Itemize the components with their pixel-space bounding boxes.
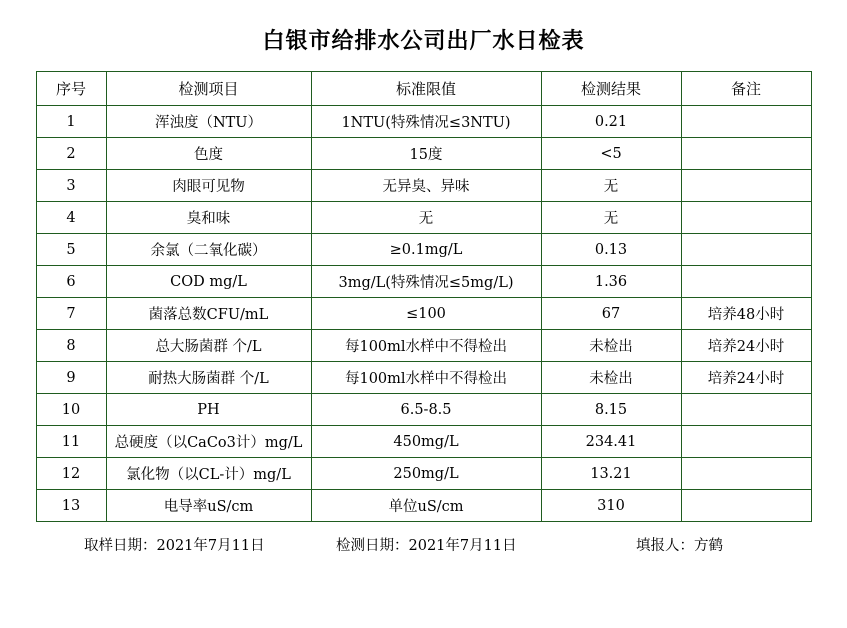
cell-limit: ≥0.1mg/L (311, 234, 541, 266)
cell-item: 色度 (106, 138, 311, 170)
cell-item: COD mg/L (106, 266, 311, 298)
column-header-result: 检测结果 (541, 72, 681, 106)
cell-result: 67 (541, 298, 681, 330)
cell-result: 未检出 (541, 362, 681, 394)
cell-item: 臭和味 (106, 202, 311, 234)
cell-no: 2 (36, 138, 106, 170)
cell-note: 培养24小时 (681, 330, 811, 362)
table-row (36, 234, 811, 266)
cell-limit: 15度 (311, 138, 541, 170)
cell-item: 耐热大肠菌群 个/L (106, 362, 311, 394)
cell-no: 1 (36, 106, 106, 138)
table-row (36, 362, 811, 394)
cell-note (681, 202, 811, 234)
cell-note (681, 266, 811, 298)
table-row (36, 330, 811, 362)
cell-no: 3 (36, 170, 106, 202)
testing-date: 检测日期：2021年7月11日 (336, 538, 517, 554)
column-header-item: 检测项目 (106, 72, 311, 106)
cell-no: 13 (36, 490, 106, 522)
cell-item: 浑浊度（NTU） (106, 106, 311, 138)
cell-result: 13.21 (541, 458, 681, 490)
cell-result: 0.21 (541, 106, 681, 138)
cell-result: 无 (541, 170, 681, 202)
cell-limit: ≤100 (311, 298, 541, 330)
cell-result: 0.13 (541, 234, 681, 266)
cell-limit: 6.5-8.5 (311, 394, 541, 426)
cell-item: 电导率uS/cm (106, 490, 311, 522)
cell-limit: 无异臭、异味 (311, 170, 541, 202)
table-row (36, 138, 811, 170)
table-row (36, 458, 811, 490)
cell-no: 6 (36, 266, 106, 298)
cell-no: 8 (36, 330, 106, 362)
cell-limit: 单位uS/cm (311, 490, 541, 522)
cell-note: 培养48小时 (681, 298, 811, 330)
column-header-note: 备注 (681, 72, 811, 106)
cell-item: 余氯（二氧化碳） (106, 234, 311, 266)
cell-note (681, 394, 811, 426)
table-row (36, 202, 811, 234)
table-row (36, 298, 811, 330)
table-row (36, 394, 811, 426)
cell-result: 234.41 (541, 426, 681, 458)
cell-no: 10 (36, 394, 106, 426)
cell-no: 7 (36, 298, 106, 330)
cell-item: 总硬度（以CaCo3计）mg/L (106, 426, 311, 458)
cell-limit: 每100ml水样中不得检出 (311, 362, 541, 394)
cell-item: 氯化物（以CL-计）mg/L (106, 458, 311, 490)
column-header-no: 序号 (36, 72, 106, 106)
cell-note: 培养24小时 (681, 362, 811, 394)
cell-limit: 250mg/L (311, 458, 541, 490)
table-row (36, 106, 811, 138)
water-quality-table (36, 71, 812, 522)
cell-limit: 无 (311, 202, 541, 234)
sampling-date: 取样日期：2021年7月11日 (84, 538, 265, 554)
table-row (36, 170, 811, 202)
cell-note (681, 138, 811, 170)
cell-item: PH (106, 394, 311, 426)
cell-note (681, 170, 811, 202)
column-header-limit: 标准限值 (311, 72, 541, 106)
cell-limit: 3mg/L(特殊情况≤5mg/L) (311, 266, 541, 298)
cell-item: 总大肠菌群 个/L (106, 330, 311, 362)
reporter: 填报人：方鹤 (636, 538, 723, 554)
cell-result: 无 (541, 202, 681, 234)
page-title: 白银市给排水公司出厂水日检表 (262, 28, 585, 54)
cell-item: 菌落总数CFU/mL (106, 298, 311, 330)
cell-note (681, 234, 811, 266)
cell-limit: 每100ml水样中不得检出 (311, 330, 541, 362)
table-header-row (36, 72, 811, 106)
table-row (36, 266, 811, 298)
cell-no: 11 (36, 426, 106, 458)
table-row (36, 426, 811, 458)
cell-no: 12 (36, 458, 106, 490)
table-row (36, 490, 811, 522)
cell-item: 肉眼可见物 (106, 170, 311, 202)
cell-result: 未检出 (541, 330, 681, 362)
cell-result: 1.36 (541, 266, 681, 298)
cell-limit: 450mg/L (311, 426, 541, 458)
cell-no: 5 (36, 234, 106, 266)
cell-result: <5 (541, 138, 681, 170)
cell-note (681, 458, 811, 490)
document-page (0, 24, 847, 628)
cell-no: 4 (36, 202, 106, 234)
cell-note (681, 426, 811, 458)
cell-limit: 1NTU(特殊情况≤3NTU) (311, 106, 541, 138)
footer (36, 534, 811, 555)
cell-no: 9 (36, 362, 106, 394)
cell-result: 8.15 (541, 394, 681, 426)
cell-result: 310 (541, 490, 681, 522)
cell-note (681, 106, 811, 138)
cell-note (681, 490, 811, 522)
